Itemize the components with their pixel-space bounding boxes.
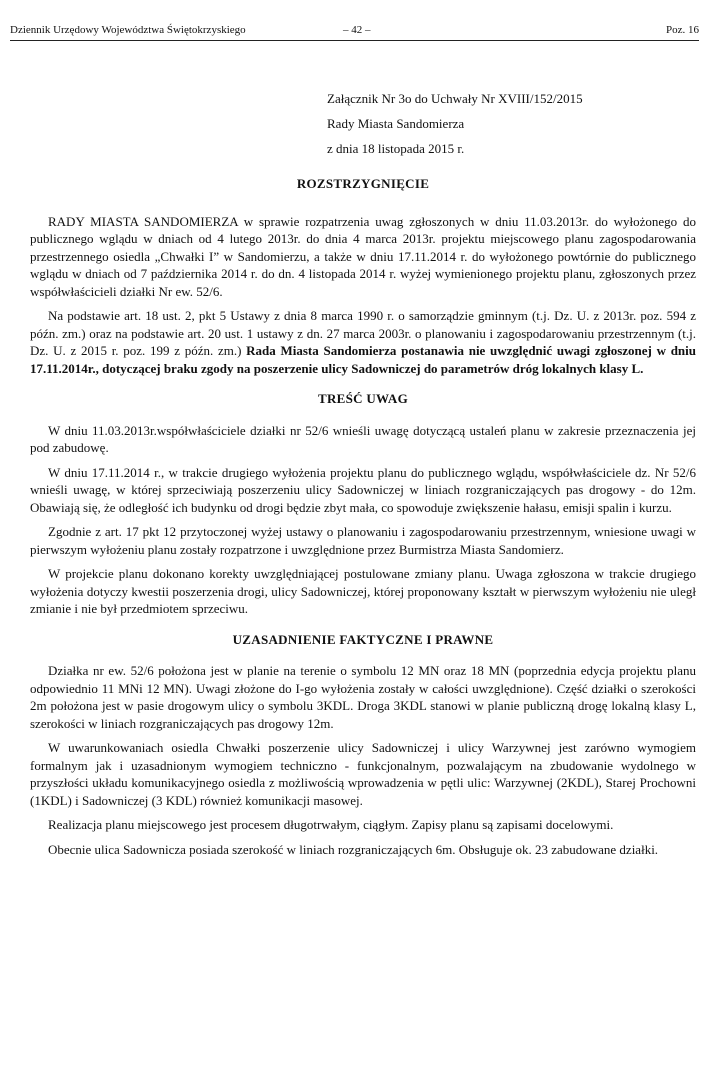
position-number: Poz. 16 bbox=[666, 24, 699, 36]
attachment-line-3: z dnia 18 listopada 2015 r. bbox=[327, 141, 465, 156]
remarks-paragraph: Zgodnie z art. 17 pkt 12 przytoczonej wyżej ustawy o planowaniu i zagospodarowaniu przestrzennym, wniesione uwagi w pierwszym wyłożeniu planu zostały rozpatrzone i uwzględnione przez Burmistrza Miasta Sandomierz. bbox=[30, 524, 696, 557]
section-title-justification: UZASADNIENIE FAKTYCZNE I PRAWNE bbox=[232, 631, 494, 647]
justification-paragraph: Obecnie ulica Sadownicza posiada szerokość w liniach rozgraniczających 6m. Obsługuje ok. 23 zabudowane działki. bbox=[48, 841, 659, 857]
justification-paragraph: Realizacja planu miejscowego jest procesem długotrwałym, ciągłym. Zapisy planu są zapisami docelowymi. bbox=[48, 817, 614, 832]
attachment-line-1: Załącznik Nr 3o do Uchwały Nr XVIII/152/2015 bbox=[327, 91, 583, 106]
journal-title: Dziennik Urzędowy Województwa Świętokrzyskiego bbox=[10, 24, 246, 36]
justification-paragraph: W uwarunkowaniach osiedla Chwałki poszerzenie ulicy Sadowniczej i ulicy Warzywnej jest zarówno wymogiem formalnym jak i uzasadnionym wymogiem techniczno - funkcjonalnym, pozwalającym na zbudowanie wydolnego w przyszłości układu komunikacyjnego osiedla z możliwością wprowadzenia w pętli ulic: Warzywnej (2KDL), Starej Prochowni (1KDL) i Sadowniczej (3 KDL) również komunikacji masowej. bbox=[30, 740, 696, 808]
attachment-block bbox=[327, 86, 583, 161]
page-number: – 42 – bbox=[343, 24, 371, 36]
remarks-paragraph: W dniu 17.11.2014 r., w trakcie drugiego wyłożenia projektu planu do publicznego wglądu, współwłaściciele dz. Nr 52/6 wnieśli uwagę, w której sprzeciwiają poszerzeniu ulicy Sadowniczej w liniach rozgraniczających pas drogowy - do 12m. Obawiają się, że odległość ich budynku od drogi będzie zbyt mała, co spowoduje zwiększenie hałasu, emisji spalin i kurzu. bbox=[30, 464, 696, 515]
remarks-paragraph: W dniu 11.03.2013r.współwłaściciele działki nr 52/6 wnieśli uwagę dotyczącą ustaleń planu w zakresie przeznaczenia jej pod zabudowę. bbox=[30, 422, 696, 455]
intro-paragraph: RADY MIASTA SANDOMIERZA w sprawie rozpatrzenia uwag zgłoszonych w dniu 11.03.2013r. do wyłożonego do publicznego wglądu w dniach od 4 lutego 2013r. do dnia 4 marca 2013r. projektu miejscowego planu zagospodarowania przestrzennego osiedla „Chwałki I” w Sandomierzu, a także w dniu 17.11.2014 r. do wyłożonego powtórnie do publicznego wglądu w dniach od 7 października 2014 r. do dn. 4 listopada 2014 r. wyżej wymienionego projektu planu, zgłoszonych przez współwłaścicieli działki Nr ew. 52/6. bbox=[30, 213, 696, 299]
document-body bbox=[30, 175, 696, 865]
decision-text: Rada Miasta Sandomierza postanawia nie uwzględnić uwagi zgłoszonej w dniu 17.11.2014r., dotyczącej braku zgody na poszerzenie ulicy Sadowniczej do parametrów dróg lokalnych klasy L. bbox=[30, 343, 696, 376]
legal-basis-paragraph bbox=[30, 307, 696, 377]
section-title-remarks: TREŚĆ UWAG bbox=[317, 391, 409, 406]
page-header bbox=[10, 24, 699, 41]
justification-paragraph: Działka nr ew. 52/6 położona jest w planie na terenie o symbolu 12 MN oraz 18 MN (poprzednia edycja projektu planu odpowiednio 11 MNi 12 MN). Uwagi złożone do I-go wyłożenia zostały w całości uwzględnione). Część działki o szerokości 2m położona jest w pasie drogowym ulicy o symbolu 3KDL. Droga 3KDL stanowi w planie publiczną drogę lokalną klasy L, szerokości w liniach rozgraniczających pas drogowy 12m. bbox=[30, 663, 696, 731]
attachment-line-2: Rady Miasta Sandomierza bbox=[327, 116, 465, 131]
document-title: ROZSTRZYGNIĘCIE bbox=[296, 176, 430, 191]
remarks-paragraph: W projekcie planu dokonano korekty uwzględniającej postulowane zmiany planu. Uwaga zgłoszona w trakcie drugiego wyłożenia dotyczy kwestii poszerzenia drogi, ulicy Sadowniczej, której proponowany kształt w pierwszym wyłożeniu nie uległ zmianie i nie był przedmiotem sprzeciwu. bbox=[30, 566, 696, 616]
legal-basis-text: Na podstawie art. 18 ust. 2, pkt 5 Ustawy z dnia 8 marca 1990 r. o samorządzie gminnym (t.j. Dz. U. z 2013r. poz. 594 z późn. zm.) oraz na podstawie art. 20 ust. 1 ustawy z dn. 27 marca 2003r. o planowaniu i zagospodarowaniu przestrzennym (t.j. Dz. U. z 2015 r. poz. 199 z późn. zm.) bbox=[30, 308, 696, 358]
